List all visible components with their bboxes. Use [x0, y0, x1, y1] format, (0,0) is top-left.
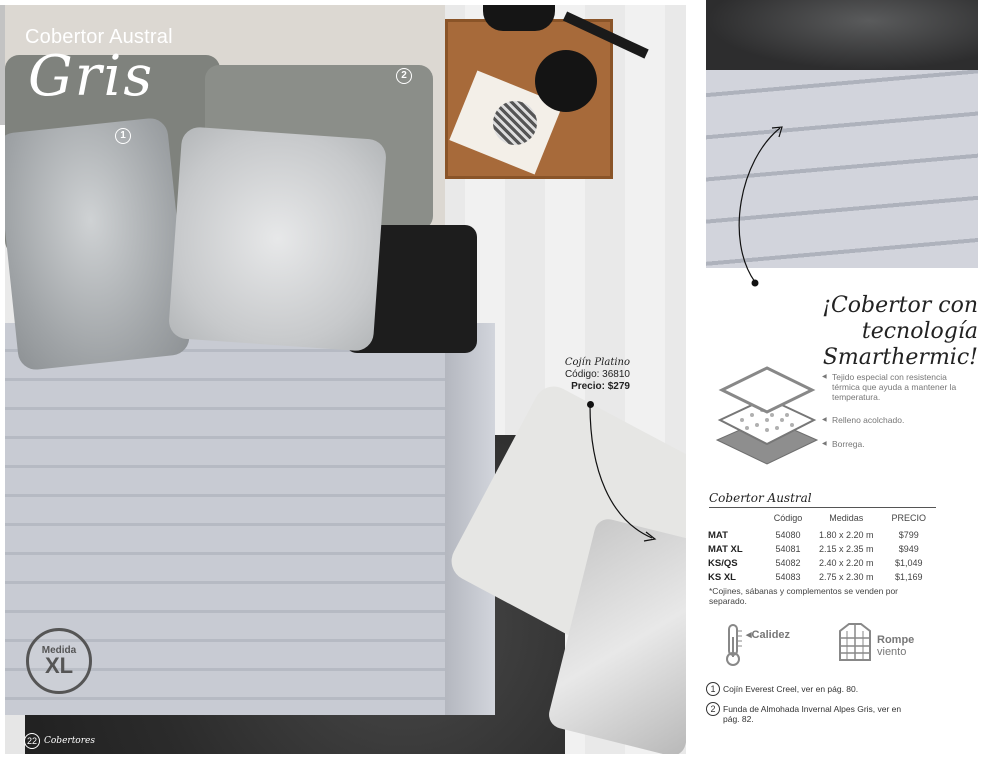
row-code: 54080	[775, 530, 801, 540]
row-code: 54081	[775, 544, 801, 554]
row-dims: 1.80 x 2.20 m	[819, 530, 874, 540]
cojin-code: Código: 36810	[564, 369, 630, 380]
row-size: KS/QS	[708, 557, 738, 569]
footnote-number: 2	[706, 702, 720, 716]
price-table-note: *Cojines, sábanas y complementos se venden por separado.	[709, 586, 898, 606]
row-size: MAT	[708, 529, 728, 541]
feature-windbreak-bold: Rompe	[877, 634, 915, 646]
layer-note-fabric: ◀ Tejido especial con resistencia térmica que ayuda a mantener la temperatura.	[822, 372, 972, 402]
page-footer	[24, 733, 95, 749]
cojin-name: Cojín Platino	[564, 357, 630, 368]
row-dims: 2.15 x 2.35 m	[819, 544, 874, 554]
size-badge-value: XL	[44, 653, 74, 678]
price-table-title: Cobertor Austral	[709, 491, 936, 508]
footnote-number: 1	[706, 682, 720, 696]
row-price: $1,049	[895, 558, 923, 568]
photo-marker-2: 2	[396, 68, 412, 84]
headline-line1: ¡Cobertor con tecnología	[822, 293, 978, 344]
row-dims: 2.75 x 2.30 m	[819, 572, 874, 582]
layer-note-filling: ◀ Relleno acolchado.	[822, 415, 972, 425]
headline-line2: Smarthermic!	[822, 345, 978, 370]
layer-note-sherpa: ◀ Borrega.	[822, 439, 972, 449]
section-name: Cobertores	[44, 736, 95, 746]
header-price: PRECIO	[891, 513, 927, 523]
header-code: Código	[773, 513, 803, 523]
product-color-name: Gris	[28, 44, 155, 109]
row-size: MAT XL	[708, 543, 743, 555]
feature-windbreak-rest: viento	[877, 646, 907, 658]
row-price: $949	[898, 544, 919, 554]
footnote-text: Funda de Almohada Invernal Alpes Gris, ver en pág. 82.	[723, 704, 902, 724]
row-code: 54083	[775, 572, 801, 582]
product-title: Cobertor Austral	[25, 26, 173, 48]
size-xl-badge	[26, 628, 92, 694]
page-number: 22	[24, 733, 40, 749]
row-dims: 2.40 x 2.20 m	[819, 558, 874, 568]
row-code: 54082	[775, 558, 801, 568]
cojin-price: Precio: $279	[571, 381, 630, 392]
photo-marker-1: 1	[115, 128, 131, 144]
header-dims: Medidas	[829, 513, 864, 523]
row-size: KS XL	[708, 571, 736, 583]
feature-warmth-label: ◂Calidez	[746, 629, 791, 641]
size-badge-label: Medida	[41, 645, 77, 656]
row-price: $1,169	[895, 572, 923, 582]
row-price: $799	[898, 530, 919, 540]
footnote-text: Cojín Everest Creel, ver en pág. 80.	[723, 684, 859, 694]
